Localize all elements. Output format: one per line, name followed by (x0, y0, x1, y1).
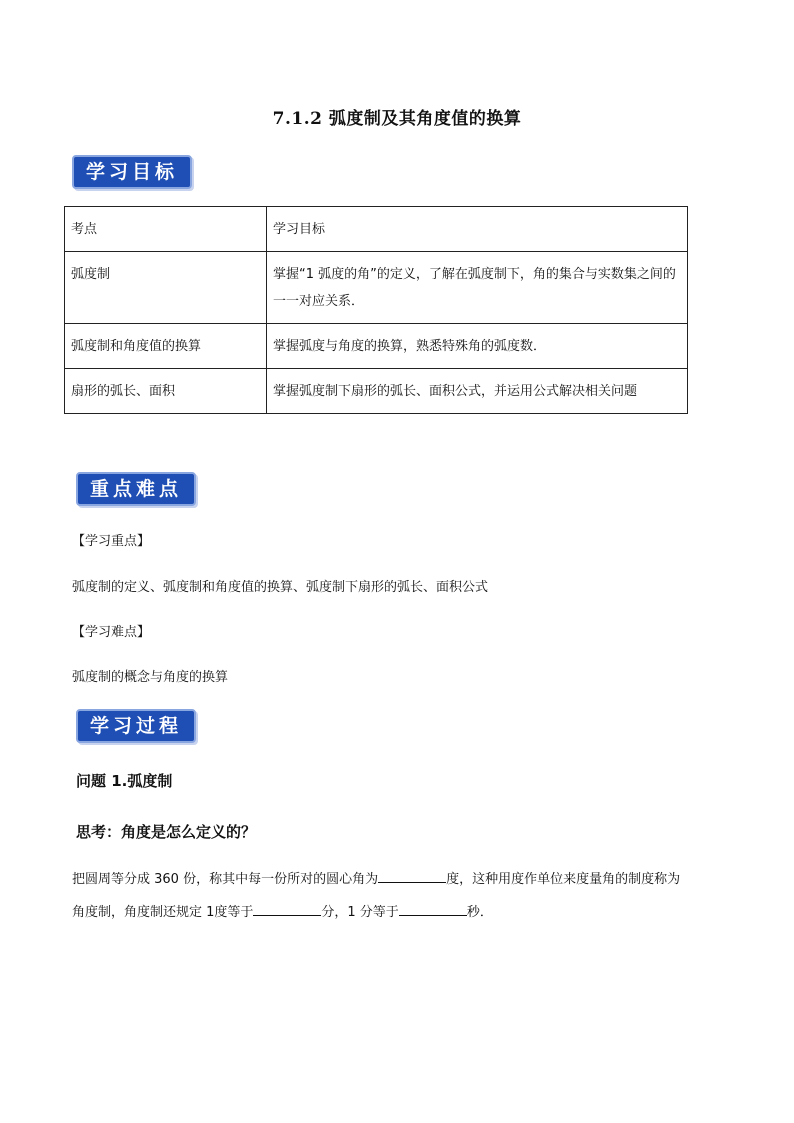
table-row (65, 369, 688, 414)
answer-blank[interactable] (253, 903, 321, 916)
document-title: 7.1.2 弧度制及其角度值的换算 (272, 109, 522, 129)
text-segment: 角度制，角度制还规定 1度等于 (72, 905, 254, 920)
badge-learning-objectives: 学习目标 (72, 155, 192, 189)
table-header-row (65, 207, 688, 252)
objectives-table (64, 206, 688, 414)
table-cell-topic: 弧度制 (65, 252, 267, 324)
text-segment: 分，1 分等于 (321, 905, 399, 920)
answer-blank[interactable] (399, 903, 467, 916)
table-row (65, 252, 688, 324)
focus-text: 弧度制的定义、弧度制和角度值的换算、弧度制下扇形的弧长、面积公式 (72, 580, 489, 595)
difficulty-text: 弧度制的概念与角度的换算 (72, 670, 229, 685)
text-segment: 把圆周等分成 360 份，称其中每一份所对的圆心角为 (72, 872, 379, 887)
table-header-cell: 考点 (65, 207, 267, 252)
table-cell-topic: 扇形的弧长、面积 (65, 369, 267, 414)
table-cell-goal: 掌握弧度制下扇形的弧长、面积公式，并运用公式解决相关问题 (267, 369, 688, 414)
text-segment: 度，这种用度作单位来度量角的制度称为 (446, 872, 681, 887)
paragraph-line-1 (72, 868, 680, 887)
problem-title: 问题 1.弧度制 (76, 772, 173, 790)
table-cell-goal: 掌握“1 弧度的角”的定义，了解在弧度制下，角的集合与实数集之间的一一对应关系． (267, 252, 688, 324)
table-header-cell: 学习目标 (267, 207, 688, 252)
focus-label: 【学习重点】 (72, 534, 151, 549)
table-row (65, 324, 688, 369)
text-segment: 秒． (466, 905, 493, 920)
think-question: 思考：角度是怎么定义的？ (76, 823, 257, 841)
badge-key-difficult-points: 重点难点 (76, 472, 196, 506)
table-cell-topic: 弧度制和角度值的换算 (65, 324, 267, 369)
difficulty-label: 【学习难点】 (72, 625, 151, 640)
badge-learning-process: 学习过程 (76, 709, 196, 743)
paragraph-line-2 (72, 901, 493, 920)
answer-blank[interactable] (378, 870, 446, 883)
table-cell-goal: 掌握弧度与角度的换算，熟悉特殊角的弧度数． (267, 324, 688, 369)
